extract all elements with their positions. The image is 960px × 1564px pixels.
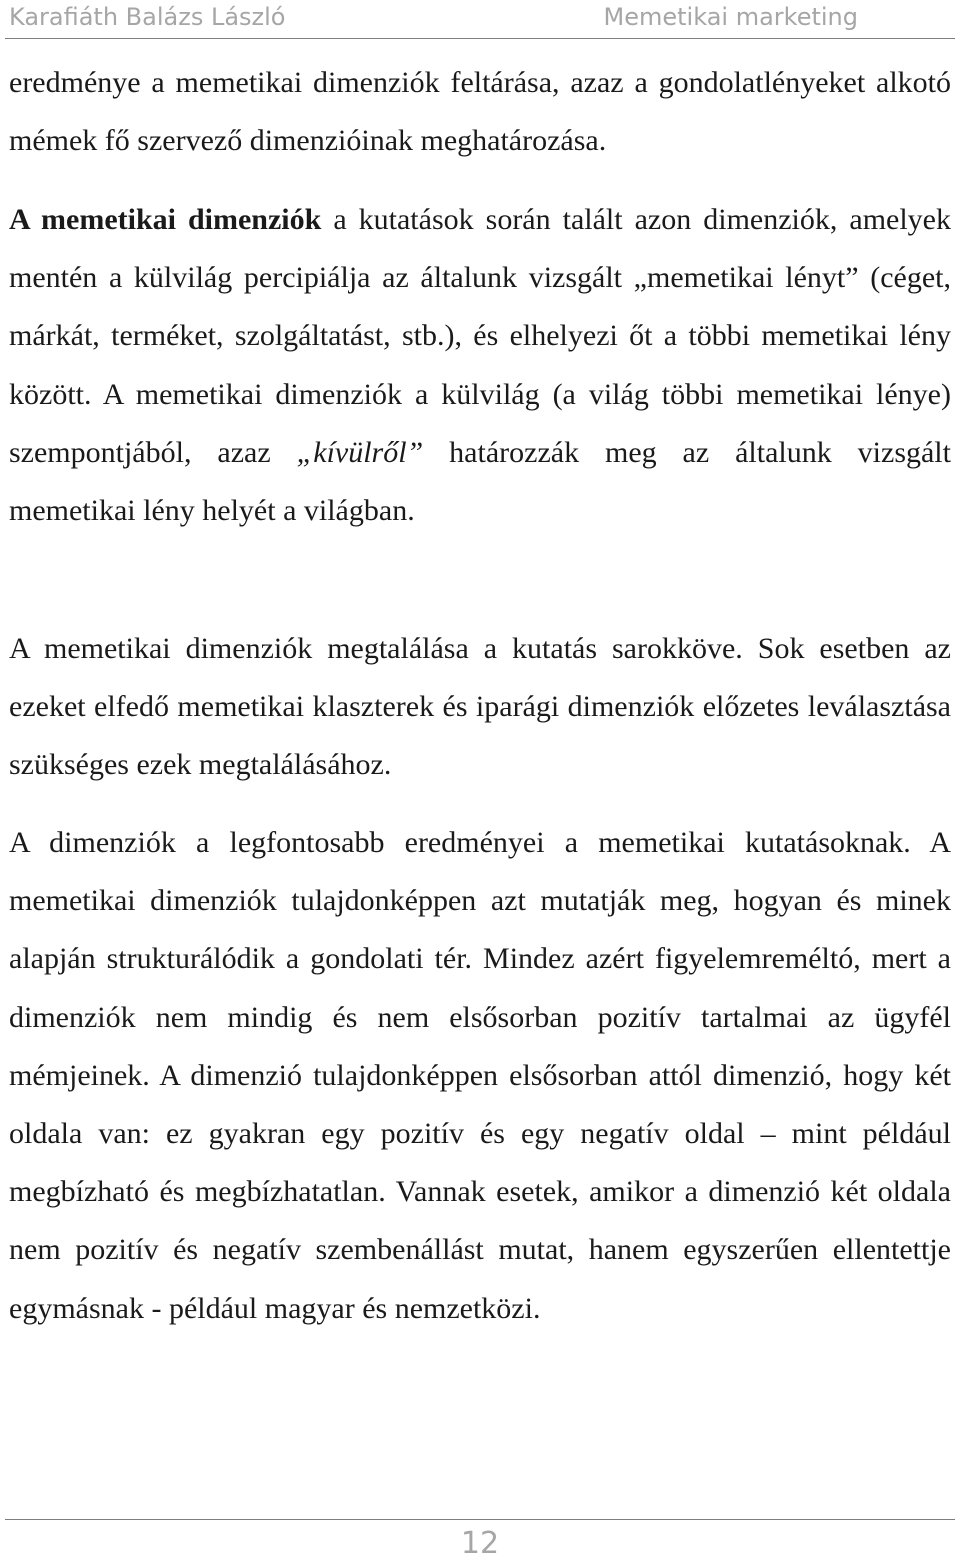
paragraph-2 (9, 191, 951, 540)
page-header (0, 0, 960, 40)
paragraph-2-italic: „kívülről” (296, 435, 424, 469)
paragraph-1 (9, 54, 951, 170)
paragraph-2-text-b: határozzák meg az általunk vizsgált memetikai lény helyét a világban. (9, 435, 951, 528)
paragraph-2-bold-lead: A memetikai dimenziók (9, 203, 322, 236)
paragraph-3-text: A memetikai dimenziók megtalálása a kutatás sarokköve. Sok esetben az ezeket elfedő memetikai klaszterek és iparági dimenziók előzetes leválasztása szükséges ezek megtalálásához. (9, 632, 951, 782)
paragraph-4-text: A dimenziók a legfontosabb eredményei a memetikai kutatásoknak. A memetikai dimenziók tulajdonképpen azt mutatják meg, hogyan és minek alapján strukturálódik a gondolati tér. Mindez azért figyelemreméltó, mert a dimenziók nem mindig és nem elsősorban pozitív tartalmai az ügyfél mémjeinek. A dimenzió tulajdonképpen elsősorban attól dimenzió, hogy két oldala van: ez gyakran egy pozitív és egy negatív oldal – mint például megbízható és megbízhatatlan. Vannak esetek, amikor a dimenzió két oldala nem pozitív és negatív szembenállást mutat, hanem egyszerűen ellentettje egymásnak - például magyar és nemzetközi. (9, 826, 951, 1325)
page-number: 12 (460, 1526, 500, 1561)
paragraph-2-text-a: a kutatások során talált azon dimenziók, amelyek mentén a külvilág percipiálja az általunk vizsgált „memetikai lényt” (céget, márkát, terméket, szolgáltatást, stb.), és elhelyezi őt a többi memetikai lény között. A memetikai dimenziók a külvilág (a világ többi memetikai lénye) szempontjából, azaz (9, 203, 952, 469)
paragraph-4 (9, 814, 951, 1338)
paragraph-1-text: eredménye a memetikai dimenziók feltárása, azaz a gondolatlényeket alkotó mémek fő szervező dimenzióinak meghatározása. (9, 66, 951, 158)
paragraph-2-content (9, 191, 951, 540)
footer-divider (5, 1519, 955, 1520)
header-author: Karafiáth Balázs László (9, 3, 286, 31)
paragraph-3 (9, 620, 951, 795)
header-title: Memetikai marketing (603, 3, 858, 31)
header-divider (5, 38, 955, 39)
